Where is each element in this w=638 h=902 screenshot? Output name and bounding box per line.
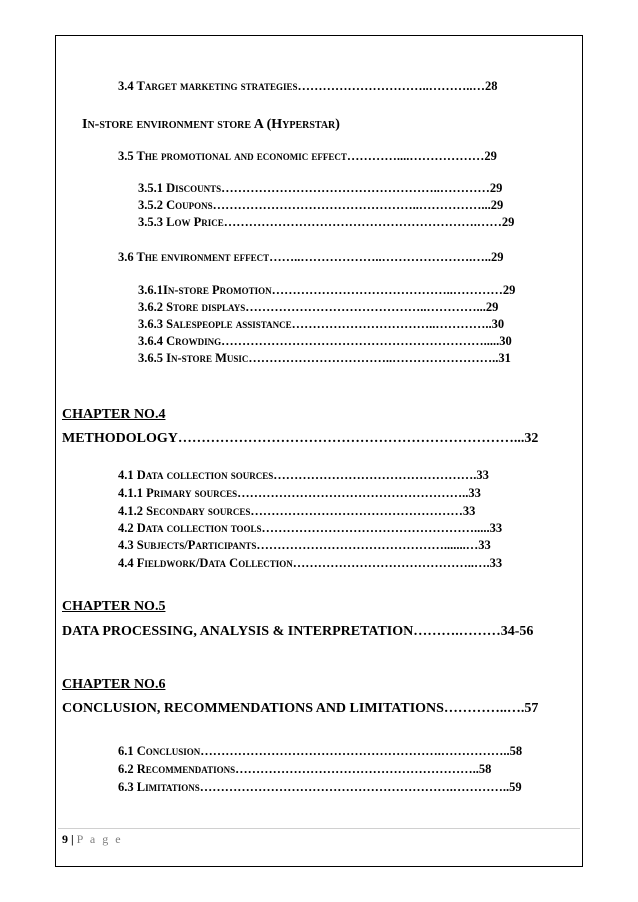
toc-entry-6-1[interactable]: 6.1 Conclusion………………………………………………….……………..58 xyxy=(118,744,523,758)
toc-entry-4-1[interactable]: 4.1 Data collection sources………………………………………….33 xyxy=(118,468,489,482)
chapter-4-label: CHAPTER NO.4 xyxy=(62,407,166,422)
toc-entry-3-5-3[interactable]: 3.5.3 Low Price…………………………………………………….……29 xyxy=(138,215,515,229)
toc-entry-3-6-3[interactable]: 3.6.3 Salespeople assistance……………………………..…………..30 xyxy=(138,317,505,331)
footer-separator: | xyxy=(71,832,74,846)
toc-entry-6-2[interactable]: 6.2 Recommendations…………………………………………………..58 xyxy=(118,762,492,776)
chapter-5-title[interactable]: DATA PROCESSING, ANALYSIS & INTERPRETATION……….………34-56 xyxy=(62,624,534,639)
chapter-6-title[interactable]: CONCLUSION, RECOMMENDATIONS AND LIMITATIONS…………..….57 xyxy=(62,701,539,716)
toc-section-instore[interactable]: In-store environment store A (Hyperstar) xyxy=(82,117,340,132)
toc-entry-3-6-1[interactable]: 3.6.1In-store Promotion……………………………………..…………29 xyxy=(138,283,516,297)
toc-entry-3-4[interactable]: 3.4 Target marketing strategies…………………………..………..…28 xyxy=(118,79,498,93)
toc-entry-3-6-2[interactable]: 3.6.2 Store displays……………………………………..…………...29 xyxy=(138,300,499,314)
toc-entry-3-5-2[interactable]: 3.5.2 Coupons…………………………………………..……………...29 xyxy=(138,198,504,212)
toc-entry-3-6-5[interactable]: 3.6.5 In-store Music……………………………..……………………..31 xyxy=(138,351,511,365)
toc-entry-3-5-1[interactable]: 3.5.1 Discounts……………………………………………..…………29 xyxy=(138,181,503,195)
toc-entry-4-3[interactable]: 4.3 Subjects/Participants……………………………………….......…33 xyxy=(118,538,491,552)
page-word: P a g e xyxy=(76,832,123,846)
chapter-4-title[interactable]: METHODOLOGY………………………………………………………………...32 xyxy=(62,431,539,446)
toc-entry-3-6[interactable]: 3.6 The environment effect……..………………..………………….…..29 xyxy=(118,250,504,264)
toc-entry-4-1-2[interactable]: 4.1.2 Secondary sources……………………………………………33 xyxy=(118,504,476,518)
toc-entry-4-1-1[interactable]: 4.1.1 Primary sources………………………………………………..33 xyxy=(118,486,481,500)
chapter-5-label: CHAPTER NO.5 xyxy=(62,599,166,614)
toc-entry-3-6-4[interactable]: 3.6.4 Crowding……………………………………………………….....30 xyxy=(138,334,512,348)
chapter-6-label: CHAPTER NO.6 xyxy=(62,677,166,692)
page-number: 9 xyxy=(62,832,68,846)
toc-entry-4-2[interactable]: 4.2 Data collection tools…………………………………………….....33 xyxy=(118,521,503,535)
toc-entry-4-4[interactable]: 4.4 Fieldwork/Data Collection……………………………………..….33 xyxy=(118,556,503,570)
page-footer xyxy=(62,832,123,847)
footer-divider xyxy=(58,828,580,829)
toc-entry-3-5[interactable]: 3.5 The promotional and economic effect…………....………………29 xyxy=(118,149,497,163)
toc-entry-6-3[interactable]: 6.3 Limitations…………………………………………………….…………..59 xyxy=(118,780,522,794)
